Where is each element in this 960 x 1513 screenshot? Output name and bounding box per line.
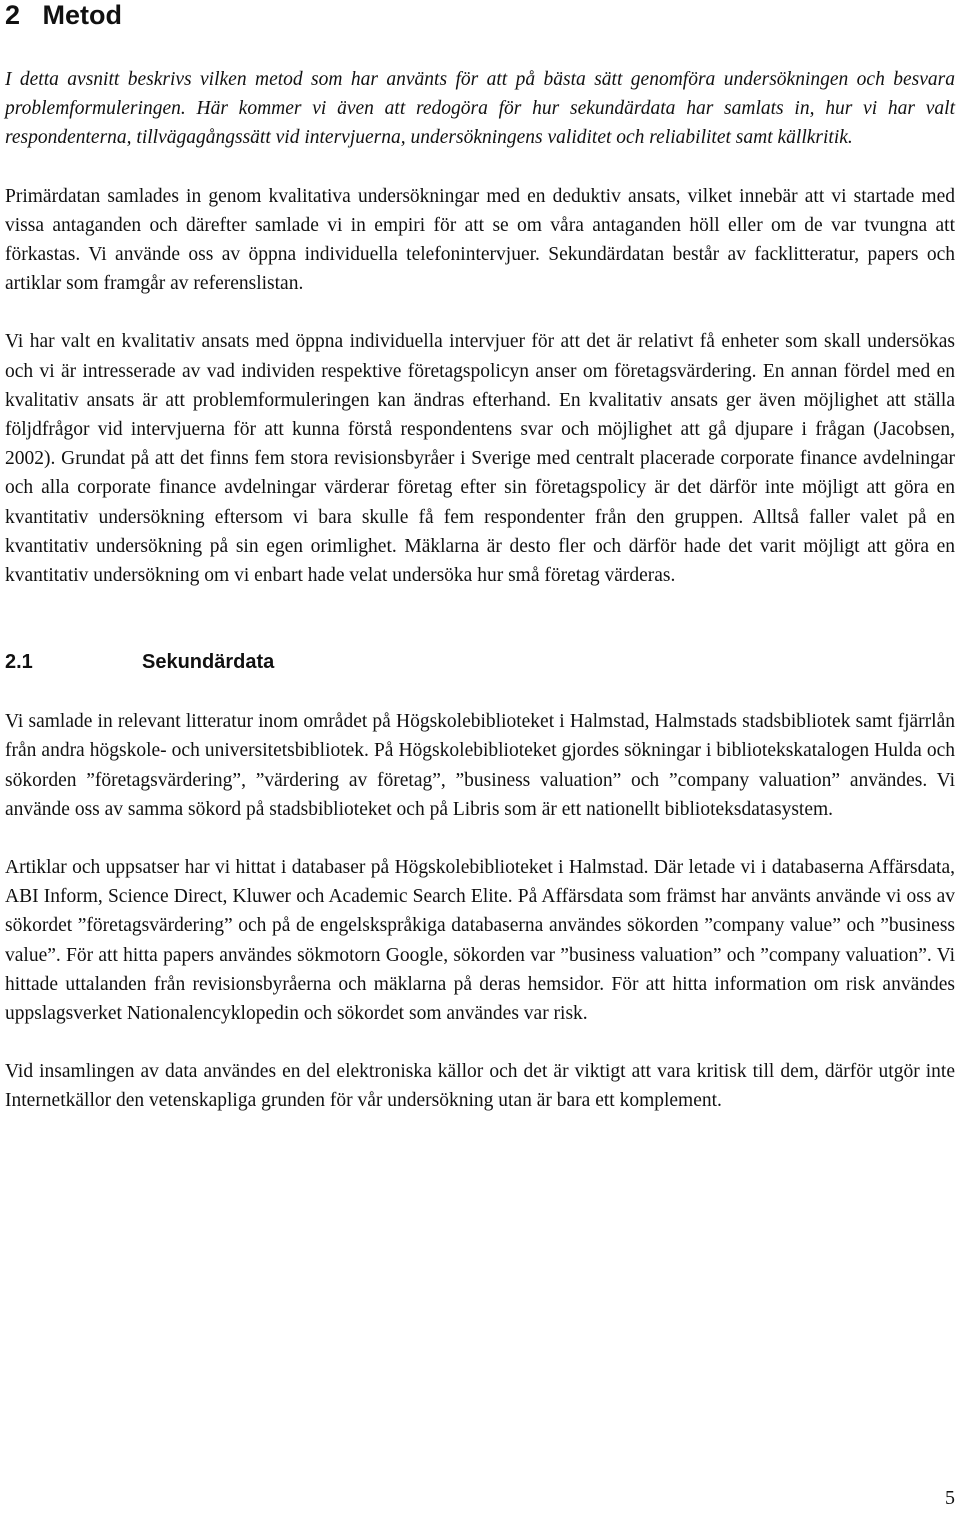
document-page (5, 0, 955, 1116)
chapter-paragraph-1: Primärdatan samlades in genom kvalitativa undersökningar med en deduktiv ansats, vilket innebär att vi startade med vissa antaganden och därefter samlade vi in empiri för att se om våra antaganden höll eller om de var tvungna att förkastas. Vi använde oss av öppna individuella telefonintervjuer. Sekundärdatan består av facklitteratur, papers och artiklar som framgår av referenslistan. (5, 185, 955, 295)
section-paragraph-2: Artiklar och uppsatser har vi hittat i databaser på Högskolebiblioteket i Halmstad. Där letade vi i databaserna Affärsdata, ABI Inform, Science Direct, Kluwer och Academic Search Elite. På Affärsdata som främst har använts använde vi oss av sökordet ”företagsvärdering” och på de engelskspråkiga databaserna användes sökorden ”company value” och ”business value”. För att hitta papers användes sökmotorn Google, sökorden var ”business valuation” och ”company valuation”. Vi hittade uttalanden från revisionsbyråerna och mäklarna på deras hemsidor. För att hitta information om risk användes uppslagsverket Nationalencyklopedin och sökordet som användes var risk. (5, 857, 955, 1025)
section-paragraph-3: Vid insamlingen av data användes en del elektroniska källor och det är viktigt att vara kritisk till dem, därför utgör inte Internetkällor den vetenskapliga grunden för vår undersökning utan är bara ett komplement. (5, 1061, 955, 1112)
section-paragraph-1: Vi samlade in relevant litteratur inom området på Högskolebiblioteket i Halmstad, Halmstads stadsbibliotek samt fjärrlån från andra högskole- och universitetsbibliotek. På Högskolebiblioteket gjordes sökningar i bibliotekskatalogen Hulda och sökorden ”företagsvärdering”, ”värdering av företag”, ”business valuation” och ”company valuation” användes. Vi använde oss av samma sökord på stadsbiblioteket och på Libris som är ett nationellt biblioteksdatasystem. (5, 711, 955, 820)
page-number: 5 (945, 1487, 955, 1509)
section-title: Sekundärdata (142, 651, 275, 674)
chapter-heading (5, 0, 955, 30)
chapter-title: Metod (42, 0, 123, 30)
chapter-paragraph-2: Vi har valt en kvalitativ ansats med öppna individuella intervjuer för att det är relativt få enheter som skall undersökas och vi är intresserade av vad individen respektive företagspolicyn anser om företagsvärdering. En annan fördel med en kvalitativ ansats är att problemformuleringen kan ändras efterhand. En kvalitativ ansats ger även möjlighet att ställa följdfrågor vid intervjuerna för att kunna förstå respondentens svar och möjlighet att gå djupare i frågan (Jacobsen, 2002). Grundat på att det finns fem stora revisionsbyråer i Sverige med centralt placerade corporate finance avdelningar och alla corporate finance avdelningar värderar företag efter sin företagspolicy är det därför inte möjligt att göra en kvantitativ undersökning eftersom vi bara skulle få fem respondenter från den gruppen. Alltså faller valet på en kvantitativ undersökning på sin egen orimlighet. Mäklarna är desto fler och därför hade det varit möjligt att göra en kvantitativ undersökning om vi enbart hade velat undersöka hur små företag värderas. (5, 331, 955, 587)
chapter-number: 2 (5, 0, 21, 30)
section-number: 2.1 (5, 651, 33, 674)
section-heading (5, 650, 955, 674)
chapter-intro: I detta avsnitt beskrivs vilken metod som har använts för att på bästa sätt genomföra undersökningen och besvara problemformuleringen. Här kommer vi även att redogöra för hur sekundärdata har samlats in, hur vi har valt respondenterna, tillvägagångssätt vid intervjuerna, undersökningens validitet och reliabilitet samt källkritik. (5, 69, 955, 149)
